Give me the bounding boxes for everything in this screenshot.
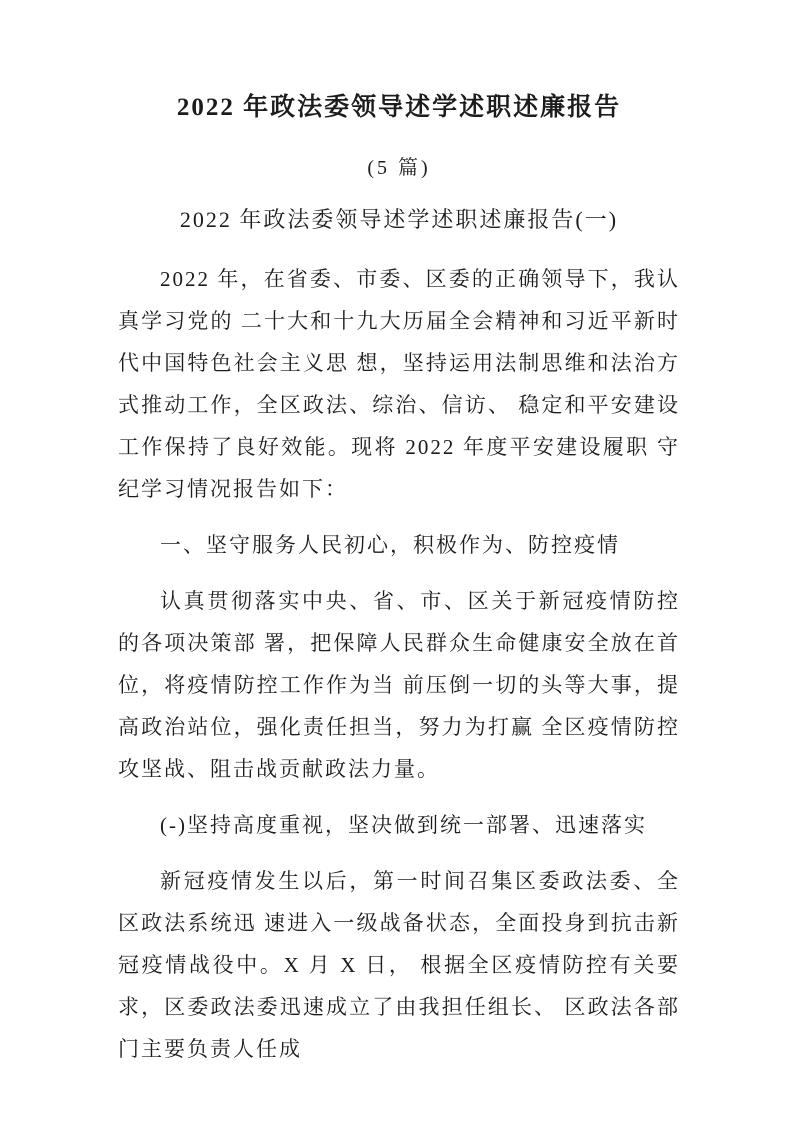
- section-title: 2022 年政法委领导述学述职述廉报告(一): [179, 207, 619, 232]
- heading-section-one: 一、坚守服务人民初心，积极作为、防控疫情: [160, 533, 620, 557]
- heading-subsection-one: (-)坚持高度重视，坚决做到统一部署、迅速落实: [160, 813, 647, 837]
- document-title: 2022 年政法委领导述学述职述廉报告: [176, 94, 622, 121]
- paragraph-intro: 2022 年，在省委、市委、区委的正确领导下，我认真学习党的 二十大和十九大历届全会精神和习近平新时代中国特色社会主义思 想，坚持运用法制思维和法治方式推动工作，全区政法、综治、信访、 稳定和平安建设工作保持了良好效能。现将 2022 年度平安建设履职 守纪学习情况报告如下：: [118, 267, 680, 501]
- piece-count: (5 篇): [367, 157, 431, 179]
- paragraph-epidemic-response: 新冠疫情发生以后，第一时间召集区委政法委、全区政法系统迅 速进入一级战备状态，全面投身到抗击新冠疫情战役中。X 月 X 日， 根据全区疫情防控有关要求，区委政法委迅速成立了由我担任组长、 区政法各部门主要负责人任成: [118, 869, 680, 1061]
- paragraph-epidemic-policy: 认真贯彻落实中央、省、市、区关于新冠疫情防控的各项决策部 署，把保障人民群众生命健康安全放在首位，将疫情防控工作作为当 前压倒一切的头等大事，提高政治站位，强化责任担当，努力为打赢 全区疫情防控攻坚战、阻击战贡献政法力量。: [118, 589, 680, 781]
